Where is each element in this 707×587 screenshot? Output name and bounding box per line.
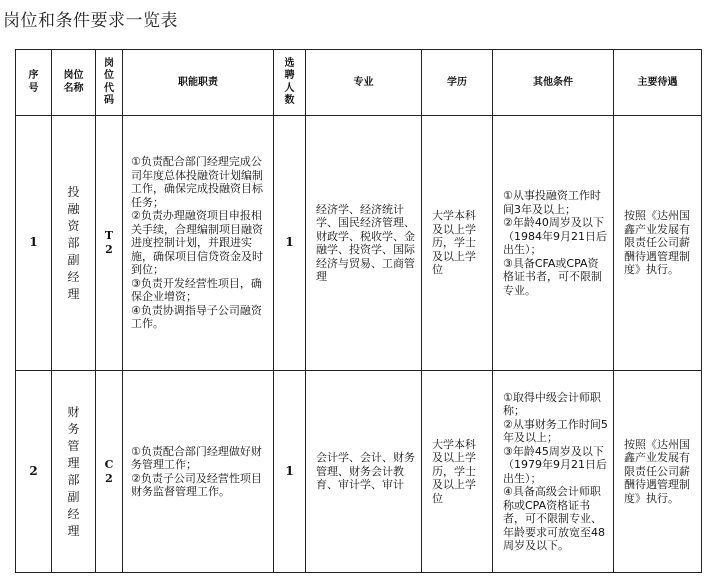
row-duties [123,371,274,573]
row-position-code: C2 [96,371,123,573]
row-treatment: 按照《达州国鑫产业发展有限责任公司薪酬待遇管理制度》执行。 [614,371,702,573]
duty-item: ③负责开发经营性项目，确保企业增资； [131,276,262,304]
row-position-name: 投融资部副经理 [52,116,96,371]
row-major: 经济学、经济统计学、国民经济管理、财政学、税收学、金融学、投资学、国际经济与贸易、工商管理 [306,116,422,371]
duty-item: ②负责子公司及经营性项目财务监督管理工作。 [131,471,262,498]
row-education: 大学本科及以上学历，学士及以上学位 [422,116,493,371]
header-name: 岗位名称 [52,50,96,116]
row-education: 大学本科及以上学历，学士及以上学位 [422,371,493,573]
header-code: 岗位代码 [96,50,123,116]
header-row [16,50,702,116]
condition-item: ①取得中级会计师职称； [503,390,601,417]
duty-item: ①负责配合部门经理做好财务管理工作； [131,444,262,471]
header-other: 其他条件 [493,50,614,116]
duty-item: ①负责配合部门经理完成公司年度总体投融资计划编制工作，确保完成投融资目标任务； [131,155,263,209]
table-row [16,371,702,573]
header-duty: 职能职责 [123,50,274,116]
header-edu: 学历 [422,50,493,116]
row-major: 会计学、会计、财务管理、财务会计教育、审计学、审计 [306,371,422,573]
page-title: 岗位和条件要求一览表 [3,11,178,31]
row-other-conditions [493,116,614,371]
row-position-code: T2 [96,116,123,371]
header-treat: 主要待遇 [614,50,702,116]
condition-item: ②年龄40周岁及以下（1984年9月21日后出生）； [503,216,607,256]
row-position-name: 财务管理部副经理 [52,371,96,573]
row-seq: 1 [16,116,52,371]
header-seq: 序号 [16,50,52,116]
row-seq: 2 [16,371,52,573]
header-major: 专业 [306,50,422,116]
job-requirements-table [15,49,702,573]
row-count: 1 [274,371,306,573]
condition-item: ②从事财务工作时间5年及以上； [503,417,608,444]
condition-item: ③年龄45周岁及以下（1979年9月21日后出生）； [503,444,607,485]
row-duties [123,116,274,371]
duty-item: ②负责办理融资项目申报相关手续，合理编制项目融资进度控制计划，并跟进实施，确保项目信贷资金及时到位； [131,209,263,277]
row-count: 1 [274,116,306,371]
condition-item: ③具备CFA或CPA资格证书者，可不限制专业。 [503,256,602,297]
header-count: 选聘人数 [274,50,306,116]
condition-item: ①从事投融资工作时间3年及以上； [503,189,601,216]
table-row [16,116,702,371]
condition-item: ④具备高级会计师职称或CPA资格证书者，可不限制专业、年龄要求可放宽至48周岁及以下。 [503,485,605,552]
duty-item: ④负责协调指导子公司融资工作。 [131,303,262,331]
row-other-conditions [493,371,614,573]
row-treatment: 按照《达州国鑫产业发展有限责任公司薪酬待遇管理制度》执行。 [614,116,702,371]
